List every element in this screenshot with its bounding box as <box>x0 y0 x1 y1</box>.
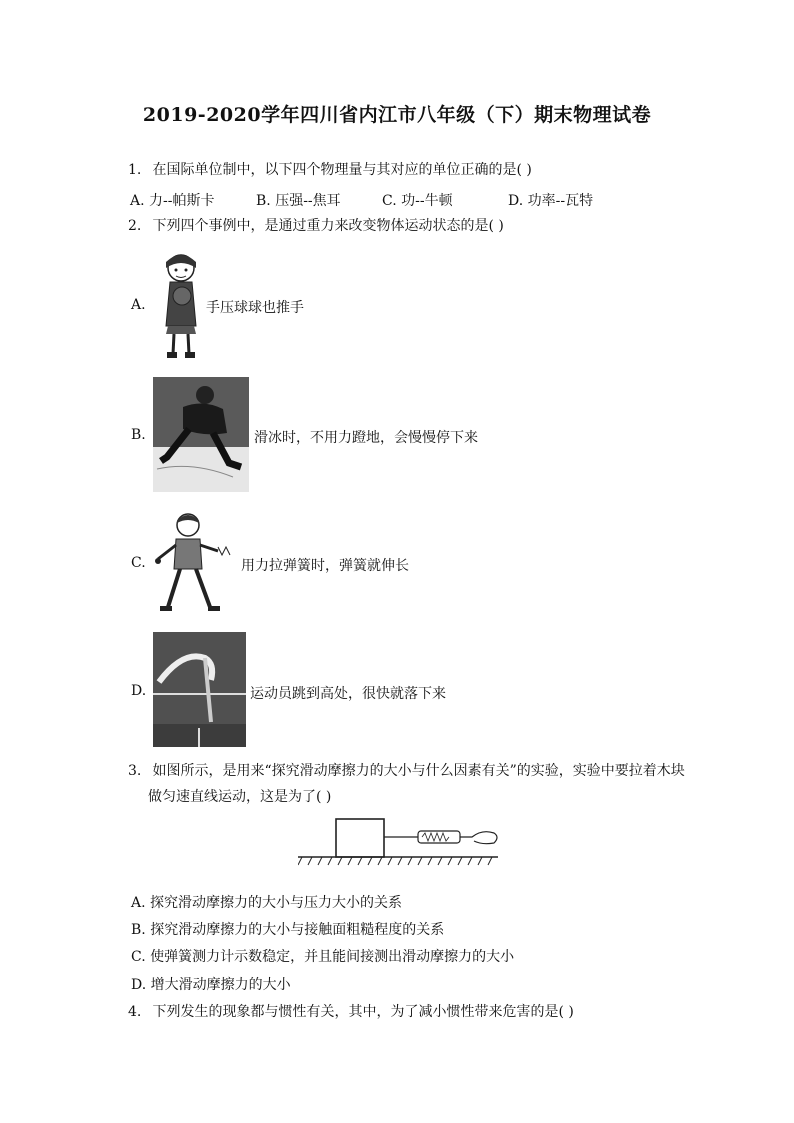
question-stem: 下列发生的现象都与惯性有关，其中，为了减小惯性带来危害的是( ) <box>152 1004 574 1020</box>
question-number: 1. <box>128 162 142 178</box>
option-a: A. 力--帕斯卡 <box>130 193 215 209</box>
option-c-text: 用力拉弹簧时，弹簧就伸长 <box>241 558 409 574</box>
ice-skater-image <box>153 377 249 492</box>
girl-with-ball-image <box>156 246 206 364</box>
question-3 <box>128 761 685 781</box>
question-stem-line-1: 如图所示，是用来“探究滑动摩擦力的大小与什么因素有关”的实验，实验中要拉着木块 <box>152 763 685 779</box>
page-title: 2019-2020学年四川省内江市八年级（下）期末物理试卷 <box>142 104 652 126</box>
question-number: 2. <box>128 218 142 234</box>
question-stem: 在国际单位制中，以下四个物理量与其对应的单位正确的是( ) <box>152 162 532 178</box>
high-jumper-image <box>153 632 246 747</box>
option-b-text: 滑冰时，不用力蹬地，会慢慢停下来 <box>254 430 478 446</box>
option-a: A. 探究滑动摩擦力的大小与压力大小的关系 <box>131 895 403 911</box>
option-b-letter: B. <box>131 427 146 443</box>
option-c: C. 功--牛顿 <box>382 193 453 209</box>
question-number: 4. <box>128 1004 142 1020</box>
option-a-letter: A. <box>131 297 146 313</box>
question-1-options <box>130 190 670 210</box>
question-stem: 下列四个事例中，是通过重力来改变物体运动状态的是( ) <box>152 218 504 234</box>
option-d-letter: D. <box>131 683 147 699</box>
question-1 <box>128 160 532 180</box>
friction-experiment-diagram <box>298 815 504 867</box>
option-c-letter: C. <box>131 555 146 571</box>
question-number: 3. <box>128 763 142 779</box>
question-2 <box>128 216 504 236</box>
option-d: D. 增大滑动摩擦力的大小 <box>131 977 291 993</box>
option-d: D. 功率--瓦特 <box>508 193 594 209</box>
question-4 <box>128 1002 574 1022</box>
option-b: B. 探究滑动摩擦力的大小与接触面粗糙程度的关系 <box>131 922 445 938</box>
boy-stretching-spring-image <box>150 507 236 617</box>
option-b: B. 压强--焦耳 <box>256 193 341 209</box>
option-d-text: 运动员跳到高处，很快就落下来 <box>250 686 446 702</box>
question-3-line-2: 做匀速直线运动，这是为了( ) <box>148 789 332 805</box>
option-c: C. 使弹簧测力计示数稳定，并且能间接测出滑动摩擦力的大小 <box>131 949 515 965</box>
option-a-text: 手压球球也推手 <box>206 300 304 316</box>
